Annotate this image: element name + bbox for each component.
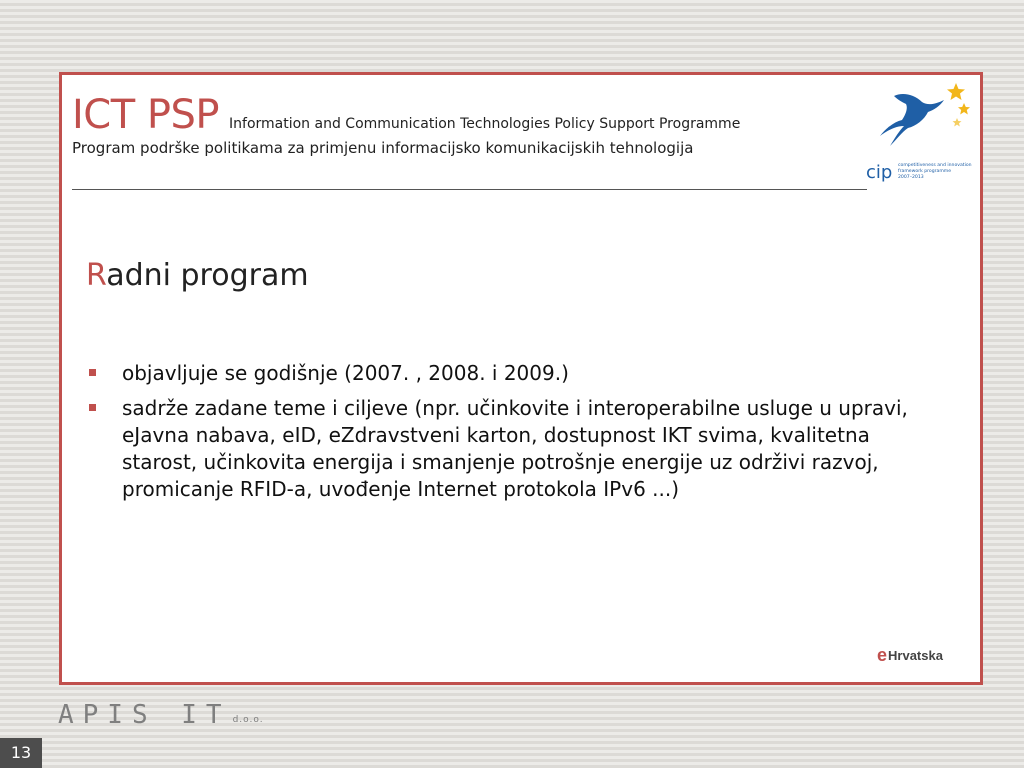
ehrvatska-text: Hrvatska [888,648,943,663]
cip-logo-line2: framework programme [898,169,952,174]
bullet-item [86,395,946,503]
section-heading-rest: adni program [106,258,309,293]
bullet-square-icon [89,404,96,411]
apis-it-logo [58,702,264,728]
apis-it-suffix: d.o.o. [232,715,264,725]
title-croatian: Program podrške politikama za primjenu informacijsko komunikacijskih tehnologija [72,139,694,157]
slide-title [72,92,872,158]
bullet-list [86,360,946,511]
title-underline [72,189,867,190]
cip-logo-years: 2007–2013 [898,175,924,180]
bullet-text: sadrže zadane teme i ciljeve (npr. učinkovite i interoperabilne usluge u upravi, eJavna nabava, eID, eZdravstveni karton, dostupnost IKT svima, kvalitetna starost, učinkovita energija i smanjenje potrošnje energije uz održivi razvoj, promicanje RFID-a, uvođenje Internet protokola IPv6 ...) [122,396,908,501]
ehrvatska-logo [877,645,943,666]
title-english: Information and Communication Technologies Policy Support Programme [229,116,741,132]
gazelle-icon [880,94,944,146]
section-heading-first-letter: R [86,258,107,293]
cip-logo [862,80,974,190]
cip-logo-line1: competitiveness and innovation [898,163,972,168]
page-number: 13 [0,738,42,768]
section-heading [86,258,309,293]
bullet-square-icon [89,369,96,376]
title-acronym: ICT PSP [72,92,220,138]
apis-it-name: APIS IT [58,700,231,730]
cip-logo-abbr: cip [866,162,893,183]
bullet-item [86,360,946,387]
star-icon [947,83,965,100]
ehrvatska-e-mark: e [877,645,888,665]
star-icon [953,118,962,127]
star-icon [958,103,970,115]
bullet-text: objavljuje se godišnje (2007. , 2008. i 2009.) [122,361,569,385]
